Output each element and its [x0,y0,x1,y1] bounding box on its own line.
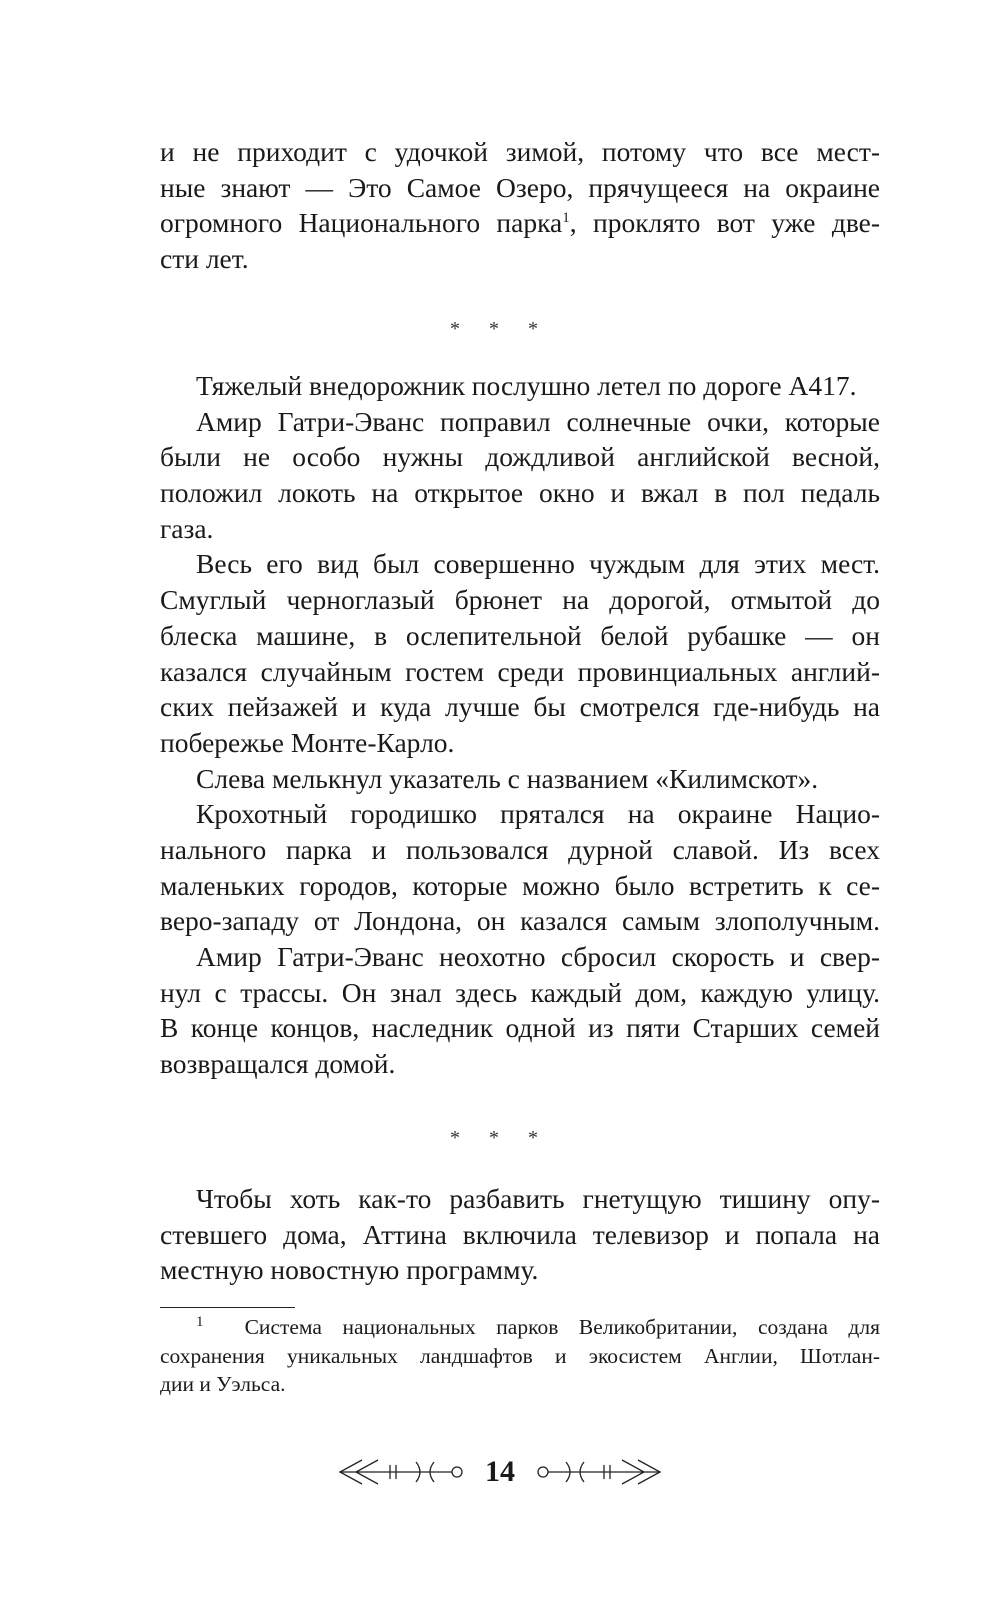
section-separator: * * * [450,318,550,340]
arrow-ornament-left-icon [338,1457,463,1487]
arrow-ornament-right-icon [537,1457,662,1487]
text-line: блеска машине, в ослепительной белой рубашке — он [160,619,880,651]
text-line [160,205,880,241]
footnote-ref[interactable]: 1 [562,210,570,227]
section-3 [160,1181,880,1288]
text-line: Амир Гатри-Эванс поправил солнечные очки, которые [196,405,880,437]
page-footer [0,1455,1000,1489]
footnote-number: 1 [196,1313,204,1330]
text-line: ских пейзажей и куда лучше бы смотрелся где-нибудь на [160,691,880,723]
footnote-rule [160,1307,295,1308]
text-line: нального парка и пользовался дурной славой. Из всех [160,833,880,865]
text-line: ные знают — Это Самое Озеро, прячущееся на окраине [160,171,880,203]
footnote [160,1313,880,1399]
text-line: маленьких городов, которые можно было встретить к се- [160,869,880,901]
text-line: Амир Гатри-Эванс неохотно сбросил скорость и свер- [196,941,880,972]
page-number: 14 [485,1455,515,1488]
text-line: Чтобы хоть как-то разбавить гнетущую тишину опу- [196,1183,880,1214]
section-1 [160,134,880,277]
text-line: местную новостную программу. [160,1254,539,1286]
text-line: сти лет. [160,243,249,275]
text-line: Крохотный городишко прятался на окраине Нацио- [196,798,880,830]
text-fragment: , проклято вот уже две- [569,207,881,239]
text-line: Смуглый черноглазый брюнет на дорогой, отмытой до [160,584,880,616]
footnote-line: дии и Уэльса. [160,1372,286,1396]
text-line: положил локоть на открытое окно и вжал в пол педаль [160,477,880,509]
text-line: побережье Монте-Карло. [160,726,455,758]
text-line: были не особо нужны дождливой английской весной, [160,441,880,473]
text-line: веро-западу от Лондона, он казался самым злополучным. [160,905,880,937]
text-line: Слева мелькнул указатель с названием «Килимскот». [196,762,819,794]
text-line: и не приходит с удочкой зимой, потому что все мест- [160,136,880,167]
text-line: Весь его вид был совершенно чуждым для этих мест. [196,548,880,580]
footnote-line: сохранения уникальных ландшафтов и экосистем Англии, Шотлан- [160,1343,880,1368]
section-separator: * * * [450,1127,550,1149]
text-line: газа. [160,512,214,544]
text-line: казался случайным гостем среди провинциальных англий- [160,655,880,687]
text-line: нул с трассы. Он знал здесь каждый дом, каждую улицу. [160,976,880,1008]
text-line: стевшего дома, Аттина включила телевизор и попала на [160,1218,880,1250]
text-fragment: огромного Национального парка [160,207,563,239]
text-line: возвращался домой. [160,1048,396,1080]
section-2 [160,368,880,1082]
text-line: Тяжелый внедорожник послушно летел по дороге А417. [196,370,857,401]
footnote-line [160,1313,880,1342]
text-fragment: Система национальных парков Великобритании, создана для [244,1315,880,1339]
text-line: В конце концов, наследник одной из пяти Старших семей [160,1012,880,1044]
